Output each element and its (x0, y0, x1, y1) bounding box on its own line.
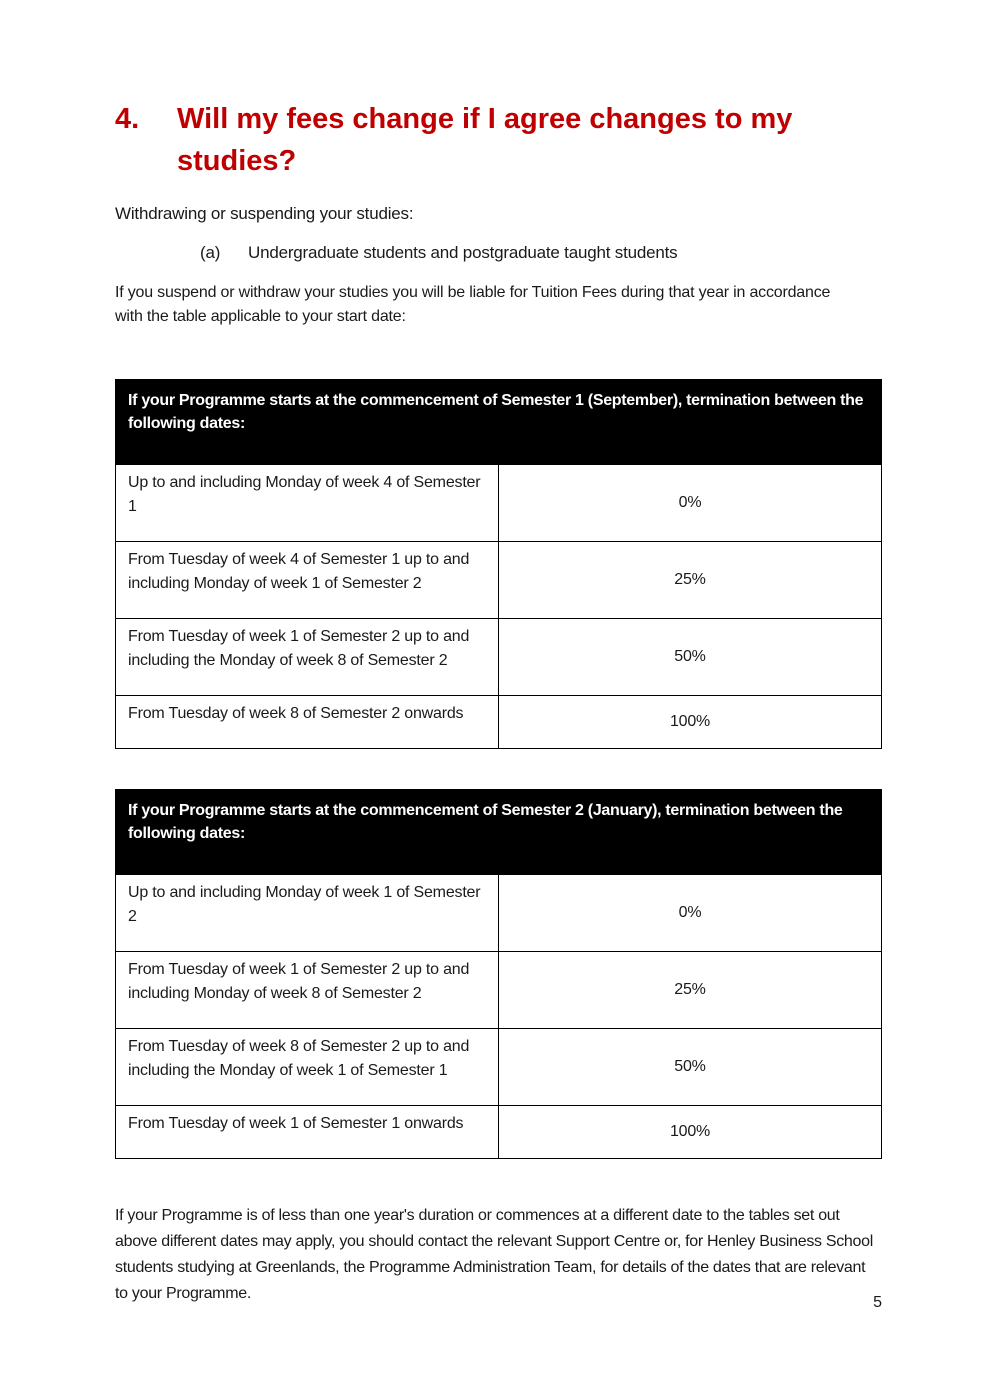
list-item-a (115, 241, 882, 265)
fee-table-header: If your Programme starts at the commencement of Semester 2 (January), termination between the following dates: (116, 790, 882, 875)
fee-table-body (116, 465, 882, 749)
fee-table-header-row (116, 790, 882, 875)
fee-percentage-cell: 25% (499, 542, 882, 619)
termination-period-cell: From Tuesday of week 1 of Semester 2 up to and including Monday of week 8 of Semester 2 (116, 952, 499, 1029)
fee-percentage-cell: 25% (499, 952, 882, 1029)
footer-paragraph: If your Programme is of less than one year's duration or commences at a different date to the tables set out above different dates may apply, you should contact the relevant Support Centre or, for Henley Business School students studying at Greenlands, the Programme Administration Team, for details of the dates that are relevant to your Programme. (115, 1207, 873, 1302)
termination-period-cell: From Tuesday of week 1 of Semester 2 up to and including the Monday of week 8 of Semester 2 (116, 619, 499, 696)
fee-table-row (116, 465, 882, 542)
fee-table-body (116, 875, 882, 1159)
termination-period-cell: Up to and including Monday of week 4 of Semester 1 (116, 465, 499, 542)
fee-percentage-cell: 100% (499, 696, 882, 749)
fee-table-row (116, 696, 882, 749)
fee-table-row (116, 952, 882, 1029)
fee-table-row (116, 1106, 882, 1159)
fee-table-row (116, 542, 882, 619)
termination-period-cell: From Tuesday of week 4 of Semester 1 up to and including Monday of week 1 of Semester 2 (116, 542, 499, 619)
fee-percentage-cell: 50% (499, 1029, 882, 1106)
fee-table-header-row (116, 380, 882, 465)
page-number: 5 (873, 1294, 882, 1311)
fee-table-semester1-start (115, 379, 882, 749)
fee-table-row (116, 619, 882, 696)
fee-table-semester2-start (115, 789, 882, 1159)
fee-percentage-cell: 100% (499, 1106, 882, 1159)
fee-table-row (116, 1029, 882, 1106)
fee-percentage-cell: 0% (499, 465, 882, 542)
list-item-label: (a) (200, 243, 221, 262)
fee-table-row (116, 875, 882, 952)
fee-percentage-cell: 50% (499, 619, 882, 696)
intro-paragraph: If you suspend or withdraw your studies you will be liable for Tuition Fees during that year in accordance with the table applicable to your start date: (115, 284, 831, 325)
list-item-text: Undergraduate students and postgraduate taught students (248, 243, 678, 262)
termination-period-cell: From Tuesday of week 8 of Semester 2 up to and including the Monday of week 1 of Semester 1 (116, 1029, 499, 1106)
section-number: 4. (115, 103, 140, 135)
section-title: Will my fees change if I agree changes to my studies? (177, 103, 793, 177)
section-heading (115, 98, 882, 182)
fee-table-header: If your Programme starts at the commencement of Semester 1 (September), termination between the following dates: (116, 380, 882, 465)
withdrawing-subheading: Withdrawing or suspending your studies: (115, 204, 414, 223)
termination-period-cell: Up to and including Monday of week 1 of Semester 2 (116, 875, 499, 952)
termination-period-cell: From Tuesday of week 8 of Semester 2 onwards (116, 696, 499, 749)
termination-period-cell: From Tuesday of week 1 of Semester 1 onwards (116, 1106, 499, 1159)
fee-percentage-cell: 0% (499, 875, 882, 952)
